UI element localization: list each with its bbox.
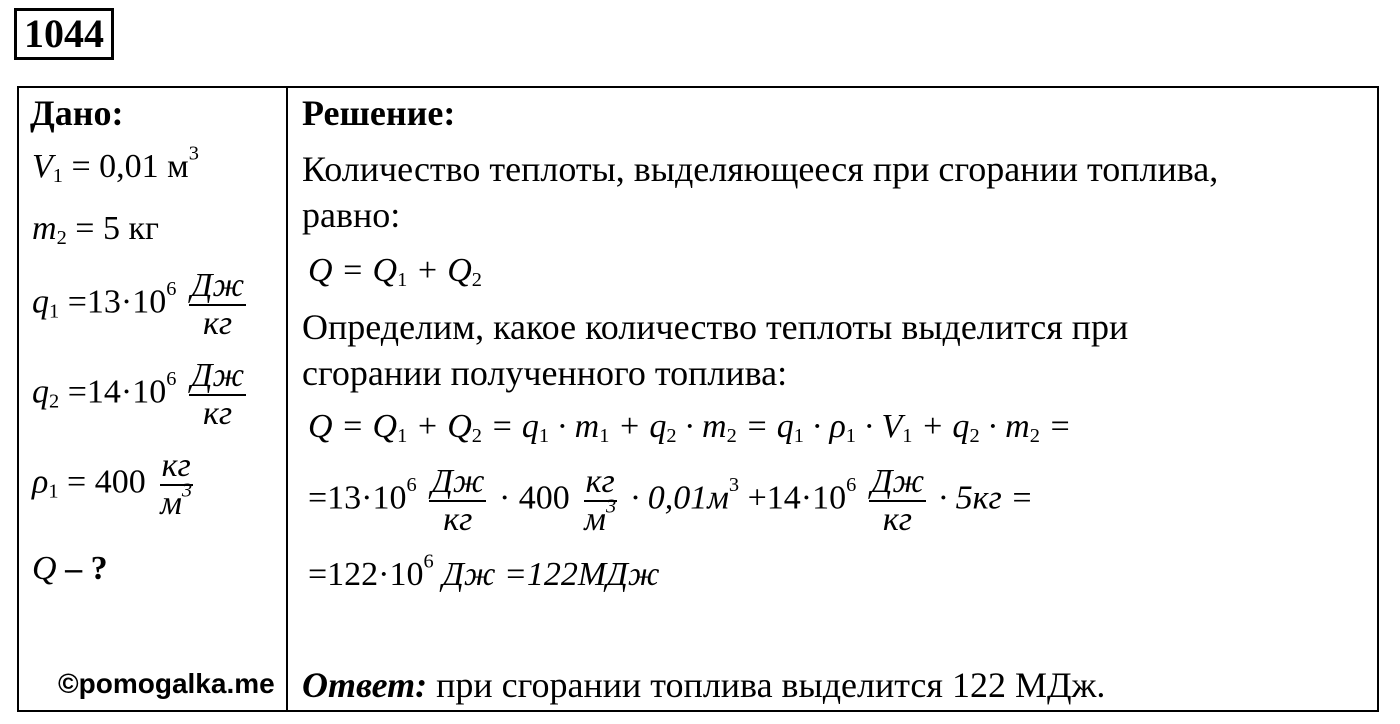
answer-line: Ответ: при сгорании топлива выделится 122 МДж.: [302, 665, 1106, 705]
watermark-text: ©pomogalka.me: [58, 668, 275, 699]
solution-text-2b: сгорании полученного топлива:: [302, 353, 788, 393]
given-find: Q – ?: [32, 550, 108, 587]
problem-number: 1044: [14, 8, 114, 60]
given-heading: Дано:: [30, 93, 124, 133]
solution-text-1b: равно:: [302, 195, 401, 235]
given-m2: $m_2 = 5$ кг: [32, 210, 159, 250]
given-rho1: $\rho_1 = 400$ $\frac{кг}{м^3}$: [32, 447, 193, 522]
given-q1: $q_1 =13\cdot 10^6$ $\frac{Дж}{кг}$: [32, 267, 245, 342]
solution-text-1a: Количество теплоты, выделяющееся при сгорании топлива,: [302, 149, 1219, 189]
solution-heading: Решение:: [302, 93, 456, 133]
formula-substitution: $=13\cdot 10^6$ $\frac{Дж}{кг}$ · 400 $\frac{кг}{м^3}$ · $0,01м^3 +14\cdot 10^6$ $\frac{Дж}{кг}$ · 5кг =: [308, 463, 1034, 538]
formula-result: $=122\cdot 10^6$ Дж =122МДж: [308, 550, 660, 593]
solution-text-2a: Определим, какое количество теплоты выделится при: [302, 307, 1129, 347]
given-q2: $q_2 =14\cdot 10^6$ $\frac{Дж}{кг}$: [32, 357, 245, 432]
given-v1: $V_1 = 0,01$ $м^3$: [32, 142, 199, 188]
column-divider: [286, 86, 288, 712]
formula-expansion: $Q = Q_1 + Q_2 = q_1 \cdot m_1 + q_2 \cdot m_2 = q_1 \cdot \rho_1 \cdot V_1 + q_2 \cdot m_2$ =: [308, 408, 1072, 448]
formula-sum: $Q = Q_1 + Q_2$: [308, 252, 482, 292]
